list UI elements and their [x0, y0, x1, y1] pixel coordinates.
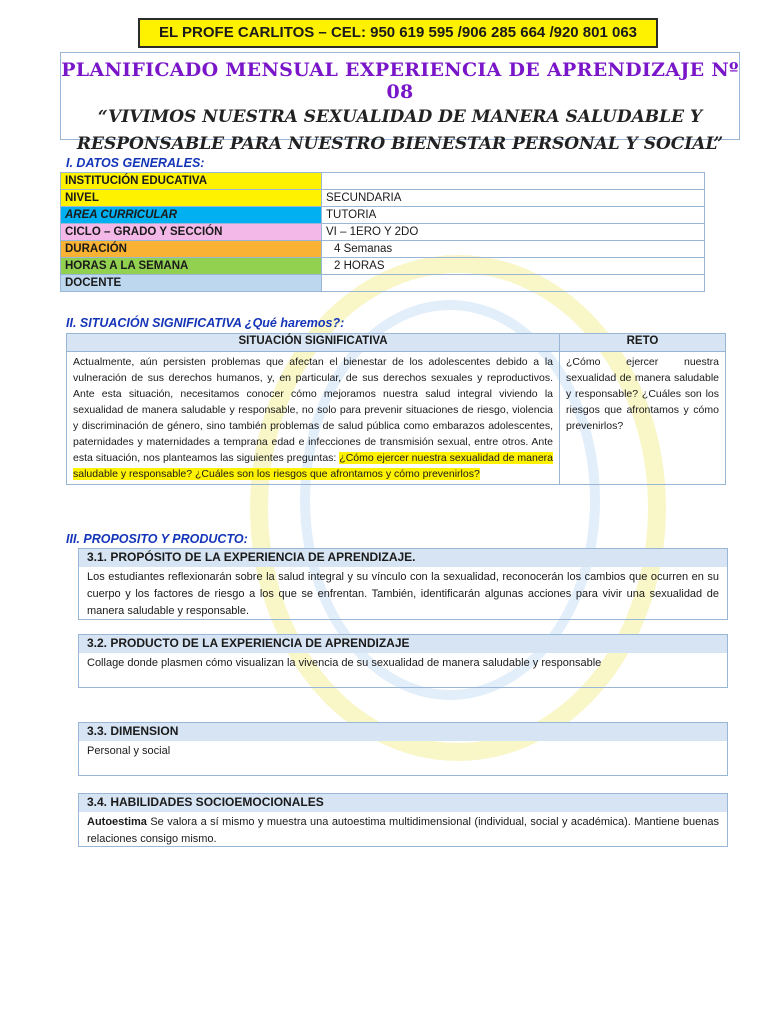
table-row [61, 275, 705, 292]
contact-banner: EL PROFE CARLITOS – CEL: 950 619 595 /906 285 664 /920 801 063 [138, 18, 658, 48]
situacion-questions: ¿Cómo ejercer nuestra sexualidad de manera saludable y responsable? ¿Cuáles son los riesgos que afrontamos y cómo prevenirlos? [73, 452, 553, 480]
row-label: HORAS A LA SEMANA [61, 258, 322, 275]
row-value [322, 173, 705, 190]
row-label: DOCENTE [61, 275, 322, 292]
title-box [60, 52, 740, 154]
producto-box [78, 634, 728, 688]
row-value [322, 275, 705, 292]
subtitle-line-1: “VIVIMOS NUESTRA SEXUALIDAD DE MANERA SALUDABLE Y [97, 107, 703, 127]
table-row [61, 207, 705, 224]
row-value: 4 Semanas [322, 241, 705, 258]
row-value: TUTORIA [322, 207, 705, 224]
proposito-body: Los estudiantes reflexionarán sobre la salud integral y su vínculo con la sexualidad, reconocerán los cambios que ocurren en su cuerpo y los factores de riesgo a los que se enfrentan. También, identificarán algunas acciones para vivir una sexualidad de manera saludable y responsable. [87, 571, 719, 617]
row-value: VI – 1ERO Y 2DO [322, 224, 705, 241]
row-value: 2 HORAS [322, 258, 705, 275]
row-value: SECUNDARIA [322, 190, 705, 207]
habilidades-term: Autoestima [87, 816, 147, 828]
situacion-text: Actualmente, aún persisten problemas que afectan el bienestar de los adolescentes debido a la vulneración de sus derechos humanos, y, en particular, de sus derechos sexuales y reproductivos. Ante esta situación, necesitamos conocer cómo mejoramos nuestra salud integral viviendo la sexualidad de manera saludable y responsable, no solo para prevenir situaciones de riesgo, violencia y discriminación de género, sino también problemas de salud pública como embarazos adolescentes, paternidades y maternidades a temprana edad e infecciones de transmisión sexual, entre otros. Ante esta situación, nos planteamos las siguientes preguntas: [73, 356, 553, 464]
page-title: PLANIFICADO MENSUAL EXPERIENCIA DE APRENDIZAJE Nº 08 [61, 59, 739, 103]
table-row [61, 258, 705, 275]
habilidades-title: 3.4. HABILIDADES SOCIOEMOCIONALES [79, 794, 727, 812]
dimension-body: Personal y social [87, 745, 171, 757]
situacion-text-cell [67, 352, 560, 485]
producto-body: Collage donde plasmen cómo visualizan la vivencia de su sexualidad de manera saludable y responsable [87, 657, 602, 669]
reto-text: ¿Cómo ejercer nuestra sexualidad de manera saludable y responsable? ¿Cuáles son los riesgos que afrontamos y cómo prevenirlos? [560, 352, 726, 485]
subtitle-line-2: RESPONSABLE PARA NUESTRO BIENESTAR PERSONAL Y SOCIAL” [76, 134, 724, 154]
proposito-box [78, 548, 728, 620]
habilidades-body-wrap [79, 812, 727, 850]
row-label: AREA CURRICULAR [61, 207, 322, 224]
table-row [61, 173, 705, 190]
table-row [61, 241, 705, 258]
habilidades-body: Se valora a sí mismo y muestra una autoestima multidimensional (individual, social y académica). Mantiene buenas relaciones consigo mismo. [87, 816, 719, 845]
dimension-box [78, 722, 728, 776]
table-row [61, 224, 705, 241]
row-label: CICLO – GRADO Y SECCIÓN [61, 224, 322, 241]
section-1-heading: I. DATOS GENERALES: [66, 156, 205, 170]
section-2-heading: II. SITUACIÓN SIGNIFICATIVA ¿Qué haremos?: [66, 316, 345, 330]
proposito-title: 3.1. PROPÓSITO DE LA EXPERIENCIA DE APRENDIZAJE. [79, 549, 727, 567]
section-3-heading: III. PROPOSITO Y PRODUCTO: [66, 532, 248, 546]
table-row [61, 190, 705, 207]
row-label: NIVEL [61, 190, 322, 207]
col-header-situacion: SITUACIÓN SIGNIFICATIVA [67, 334, 560, 352]
producto-title: 3.2. PRODUCTO DE LA EXPERIENCIA DE APRENDIZAJE [79, 635, 727, 653]
table-row [67, 352, 726, 485]
situacion-table [66, 333, 726, 485]
datos-generales-table [60, 172, 705, 292]
dimension-title: 3.3. DIMENSION [79, 723, 727, 741]
habilidades-box [78, 793, 728, 847]
row-label: DURACIÓN [61, 241, 322, 258]
col-header-reto: RETO [560, 334, 726, 352]
table-header-row [67, 334, 726, 352]
row-label: INSTITUCIÓN EDUCATIVA [61, 173, 322, 190]
